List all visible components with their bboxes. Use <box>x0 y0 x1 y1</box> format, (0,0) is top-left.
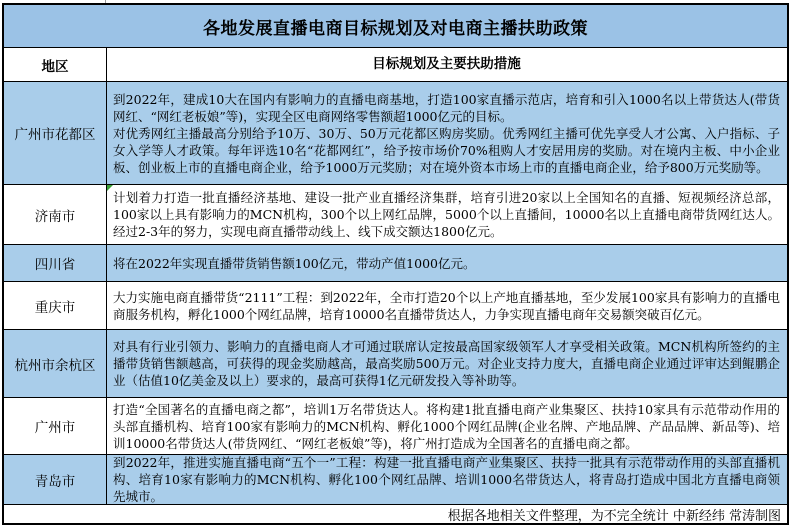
source-note: 根据各地相关文件整理，为不完全统计 中新经纬 常涛制图 <box>447 508 781 523</box>
region-cell <box>4 330 107 397</box>
region-cell <box>4 245 107 281</box>
policy-paragraph: 打造“全国著名的直播电商之都”，培训1万名带货达人。将构建1批直播电商产业集聚区、扶持10家具有示范带动作用的头部直播机构、培育100家有影响力的MCN机构、孵化1000个网红品牌(企业名牌、产地品牌、产品品牌、新品等)、培训10000名带货达人(带货网红、“网红老板娘”等)，将广州打造成为全国著名的直播电商之都。 <box>113 401 780 451</box>
table-header-row <box>4 48 787 82</box>
policy-table <box>2 3 789 525</box>
table-row-chongqing <box>4 282 787 330</box>
table-row-qingdao <box>4 455 787 505</box>
region-cell <box>4 282 107 329</box>
region-cell <box>4 455 107 504</box>
policy-paragraph: 对具有行业引领力、影响力的直播电商人才可通过联席认定按最高国家级领军人才享受相关政策。MCN机构所签约的主播带货销售额越高，可获得的现金奖励越高，最高奖励500万元。对企业支持力度大，直播电商企业通过评审达到鲲鹏企业（估值10亿美金及以上）要求的，最高可获得1亿元研发投入等补助等。 <box>113 339 780 388</box>
table-row-jinan <box>4 185 787 245</box>
region-name: 四川省 <box>34 257 76 273</box>
policy-paragraph: 对优秀网红主播最高分别给予10万、30万、50万元花都区购房奖励。优秀网红主播可优先享受人才公寓、入户指标、子女入学等人才政策。每年评选10名“花都网红”，给予按市场价70%租购人才安居用房的奖励。对在境内主板、中小企业板、创业板上市的直播电商企业，给予1000万元奖励；对在境外资本市场上市的直播电商企业，给予800万元奖励等。 <box>113 125 780 175</box>
policy-paragraph: 到2022年，推进实施直播电商“五个一”工程：构建一批直播电商产业集聚区、扶持一批具有示范带动作用的头部直播机构、培育10家有影响力的MCN机构、孵化100个网红品牌、培训1000名带货达人，将青岛打造成中国北方直播电商领先城市。 <box>113 455 780 504</box>
policy-cell <box>107 185 787 244</box>
region-cell <box>4 185 107 244</box>
table-row-hangzhou-yuhang <box>4 330 787 398</box>
header-region-cell <box>4 48 107 81</box>
policy-paragraph: 将在2022年实现直播带货销售额100亿元，带动产值1000亿元。 <box>113 255 476 271</box>
policy-cell <box>107 282 787 329</box>
table-footer-row <box>4 505 787 523</box>
region-name: 广州市花都区 <box>14 127 96 143</box>
excel-error-indicator-icon <box>107 185 113 191</box>
region-name: 杭州市余杭区 <box>14 357 96 374</box>
region-name: 济南市 <box>34 208 76 225</box>
policy-cell <box>107 330 787 397</box>
table-title: 各地发展直播电商目标规划及对电商主播扶助政策 <box>203 18 588 39</box>
policy-paragraph: 到2022年，建成10大在国内有影响力的直播电商基地，打造100家直播示范店，培育和引入1000名以上带货达人(带货网红、“网红老板娘”等)，实现全区电商网络零售额超1000亿元的目标。 <box>113 91 780 124</box>
table-row-sichuan <box>4 245 787 282</box>
table-row-guangzhou-huadu <box>4 82 787 185</box>
table-title-bar <box>4 5 787 48</box>
region-name: 青岛市 <box>34 473 76 490</box>
policy-paragraph: 大力实施电商直播带货“2111”工程：到2022年，全市打造20个以上产地直播基地，至少发展100家具有影响力的直播电商服务机构，孵化1000个网红品牌，培育10000名直播带货达人，力争实现直播电商年交易额突破百亿元。 <box>113 289 780 322</box>
region-cell <box>4 398 107 454</box>
region-name: 重庆市 <box>34 299 76 316</box>
policy-cell <box>107 82 787 184</box>
policy-cell <box>107 398 787 454</box>
header-region-label: 地区 <box>41 58 69 75</box>
table-row-guangzhou <box>4 398 787 455</box>
header-policy-label: 目标规划及主要扶助措施 <box>372 56 521 72</box>
region-cell <box>4 82 107 184</box>
policy-cell <box>107 245 787 281</box>
header-policy-cell <box>107 48 787 81</box>
region-name: 广州市 <box>34 420 76 436</box>
policy-paragraph: 计划着力打造一批直播经济基地、建设一批产业直播经济集群，培育引进20家以上全国知名的直播、短视频经济总部，100家以上具有影响力的MCN机构，300个以上网红品牌，5000个以上直播间，10000名以上直播电商带货网红达人。经过2-3年的努力，实现电商直播带动线上、线下成交额达1800亿元。 <box>113 190 780 239</box>
policy-cell <box>107 455 787 504</box>
